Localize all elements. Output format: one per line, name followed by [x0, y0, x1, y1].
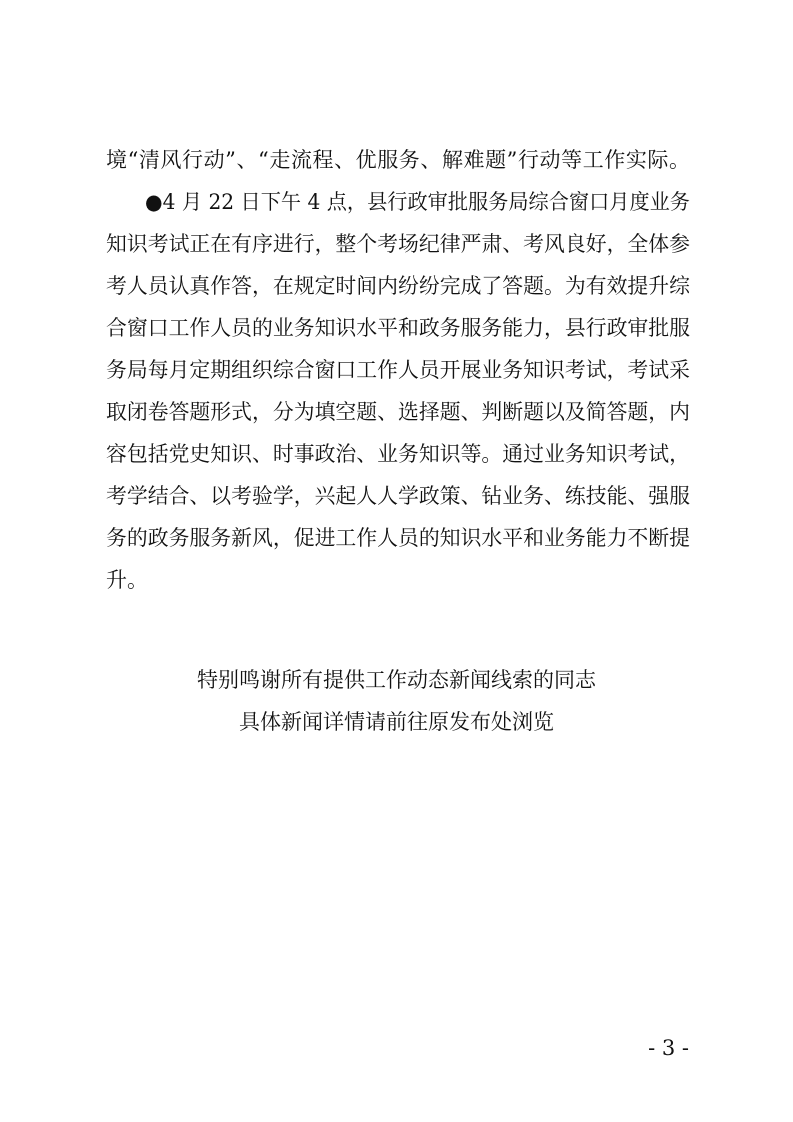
body-line	[0, 566, 793, 594]
body-text: 合窗口工作人员的业务知识水平和政务服务能力，县行政审批服	[106, 316, 690, 340]
body-text: 知识考试正在有序进行，整个考场纪律严肃、考风良好，全体参	[106, 232, 690, 256]
body-text: 务局每月定期组织综合窗口工作人员开展业务知识考试，考试采	[106, 358, 690, 382]
body-line	[0, 440, 793, 468]
body-text: 容包括党史知识、时事政治、业务知识等。通过业务知识考试，	[106, 442, 690, 466]
body-text: 考学结合、以考验学，兴起人人学政策、钻业务、练技能、强服	[106, 484, 690, 508]
body-text: 境“清风行动”、“走流程、优服务、解难题”行动等工作实际。	[106, 148, 691, 172]
body-line	[0, 272, 793, 300]
acknowledgement-line-2: 具体新闻详情请前往原发布处浏览	[239, 710, 554, 734]
body-line	[0, 314, 793, 342]
body-text: ●4 月 22 日下午 4 点，县行政审批服务局综合窗口月度业务	[145, 190, 690, 214]
body-text: 考人员认真作答，在规定时间内纷纷完成了答题。为有效提升综	[106, 274, 690, 298]
body-line	[0, 146, 793, 174]
body-line	[0, 188, 793, 216]
body-text: 升。	[106, 568, 148, 592]
body-text: 取闭卷答题形式，分为填空题、选择题、判断题以及简答题，内	[106, 400, 690, 424]
body-line	[0, 482, 793, 510]
body-line	[0, 356, 793, 384]
body-line	[0, 524, 793, 552]
body-text: 务的政务服务新风，促进工作人员的知识水平和业务能力不断提	[106, 526, 690, 550]
acknowledgement-line-1: 特别鸣谢所有提供工作动态新闻线索的同志	[197, 668, 596, 692]
body-line	[0, 230, 793, 258]
page-number: - 3 -	[648, 1036, 689, 1060]
body-line	[0, 398, 793, 426]
